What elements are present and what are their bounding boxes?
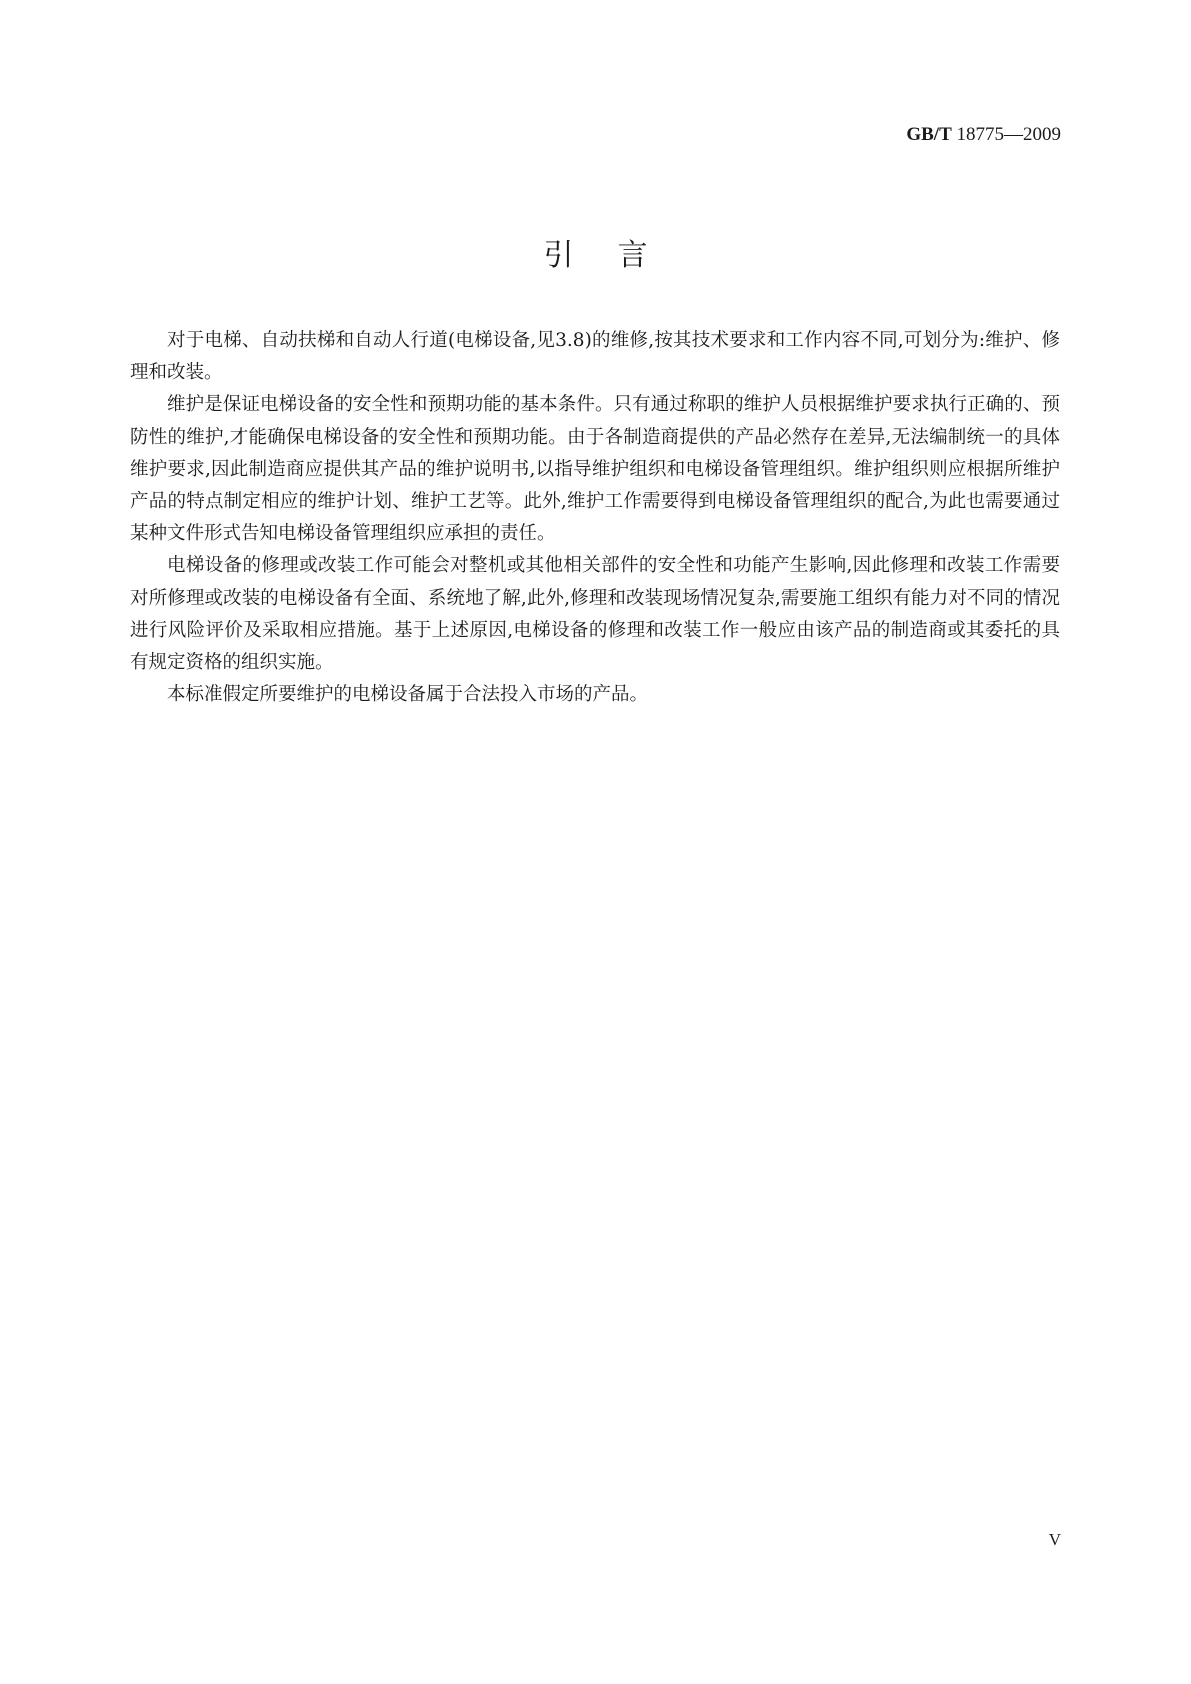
paragraph-1: 对于电梯、自动扶梯和自动人行道(电梯设备,见3.8)的维修,按其技术要求和工作内容不同,可划分为:维护、修理和改装。 [130,330,1060,384]
standard-prefix: GB/T [906,124,952,145]
page-number: V [1048,1530,1061,1549]
paragraph-2: 维护是保证电梯设备的安全性和预期功能的基本条件。只有通过称职的维护人员根据维护要求执行正确的、预防性的维护,才能确保电梯设备的安全性和预期功能。由于各制造商提供的产品必然存在差异,无法编制统一的具体维护要求,因此制造商应提供其产品的维护说明书,以指导维护组织和电梯设备管理组织。维护组织则应根据所维护产品的特点制定相应的维护计划、维护工艺等。此外,维护工作需要得到电梯设备管理组织的配合,为此也需要通过某种文件形式告知电梯设备管理组织应承担的责任。 [130,394,1060,545]
paragraph-3: 电梯设备的修理或改装工作可能会对整机或其他相关部件的安全性和功能产生影响,因此修理和改装工作需要对所修理或改装的电梯设备有全面、系统地了解,此外,修理和改装现场情况复杂,需要施工组织有能力对不同的情况进行风险评价及采取相应措施。基于上述原因,电梯设备的修理和改装工作一般应由该产品的制造商或其委托的具有规定资格的组织实施。 [130,555,1060,674]
body-text [130,325,1060,711]
page-title: 引言 [543,238,692,273]
standard-number: 18775—2009 [956,124,1061,145]
paragraph-4: 本标准假定所要维护的电梯设备属于合法投入市场的产品。 [167,684,649,706]
standard-code [906,124,1061,146]
